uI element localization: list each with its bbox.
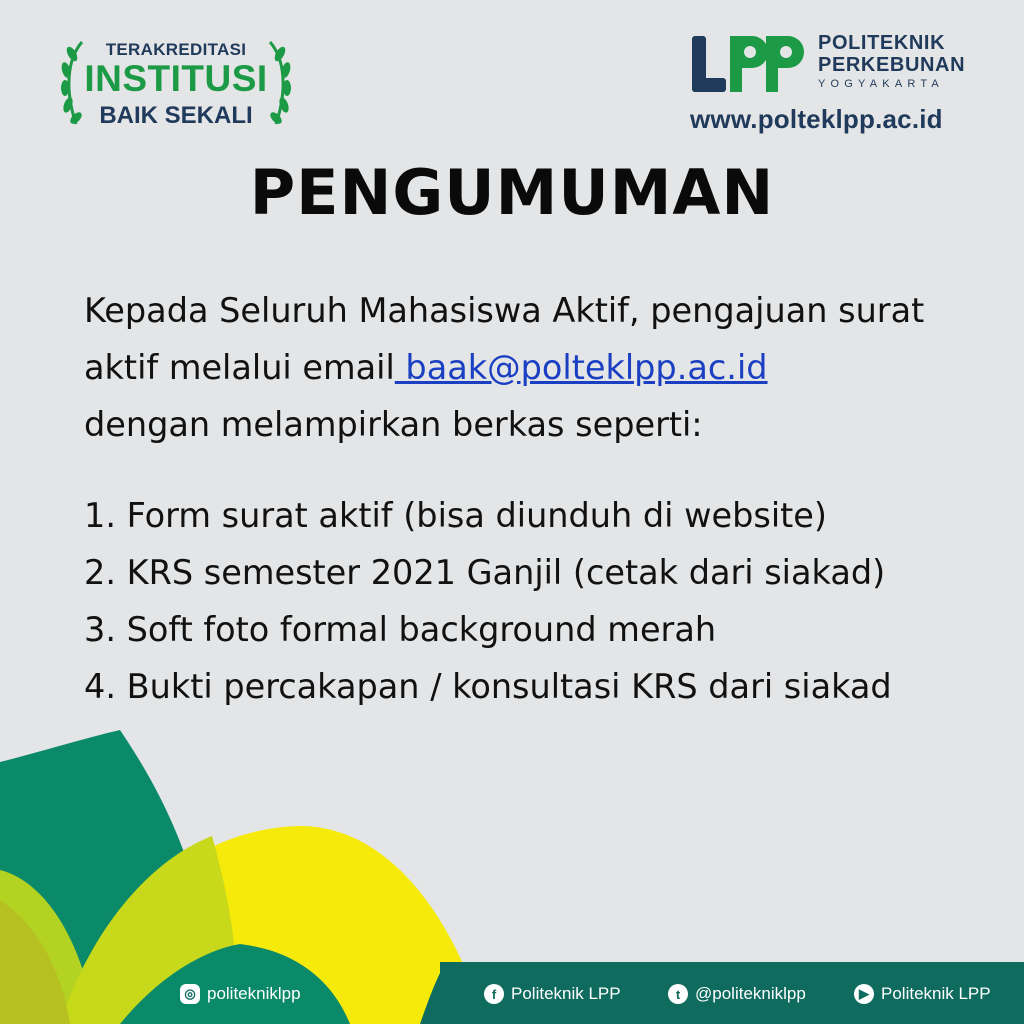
facebook-handle: Politeknik LPP [511, 984, 621, 1003]
email-link[interactable]: baak@polteklpp.ac.id [394, 348, 768, 387]
intro-text: Kepada Seluruh Mahasiswa Aktif, pengajuan surat aktif melalui email [84, 291, 925, 387]
logo-name-line-3: YOGYAKARTA [818, 78, 944, 90]
intro-paragraph [84, 282, 984, 453]
list-item: 4. Bukti percakapan / konsultasi KRS dari siakad [84, 667, 892, 706]
youtube-link[interactable] [854, 984, 991, 1004]
twitter-link[interactable] [668, 984, 806, 1004]
list-item: 2. KRS semester 2021 Ganjil (cetak dari siakad) [84, 553, 886, 592]
instagram-handle: politekniklpp [207, 984, 301, 1003]
website-link[interactable]: www.polteklpp.ac.id [690, 104, 943, 134]
badge-line-3: BAIK SEKALI [99, 102, 253, 129]
logo-name-line-1: POLITEKNIK [818, 32, 946, 54]
footer-social-bar [0, 962, 1024, 1024]
badge-line-1: TERAKREDITASI [105, 40, 247, 59]
instagram-icon: ◎ [180, 984, 200, 1004]
youtube-icon: ▶ [854, 984, 874, 1004]
page-title: PENGUMUMAN [249, 156, 775, 229]
twitter-handle: @politekniklpp [695, 984, 806, 1003]
list-item: 3. Soft foto formal background merah [84, 610, 717, 649]
badge-line-2: INSTITUSI [84, 58, 268, 99]
logo-name-line-2: PERKEBUNAN [818, 54, 966, 76]
requirements-list [84, 487, 1004, 715]
instagram-link[interactable] [180, 984, 301, 1004]
accreditation-badge [58, 38, 294, 134]
intro-text-continued: dengan melampirkan berkas seperti: [84, 405, 703, 444]
facebook-link[interactable] [484, 984, 621, 1004]
institution-logo [688, 30, 978, 140]
lpp-logo-icon [690, 32, 808, 94]
facebook-icon: f [484, 984, 504, 1004]
youtube-handle: Politeknik LPP [881, 984, 991, 1003]
twitter-icon: t [668, 984, 688, 1004]
list-item: 1. Form surat aktif (bisa diunduh di website) [84, 496, 827, 535]
